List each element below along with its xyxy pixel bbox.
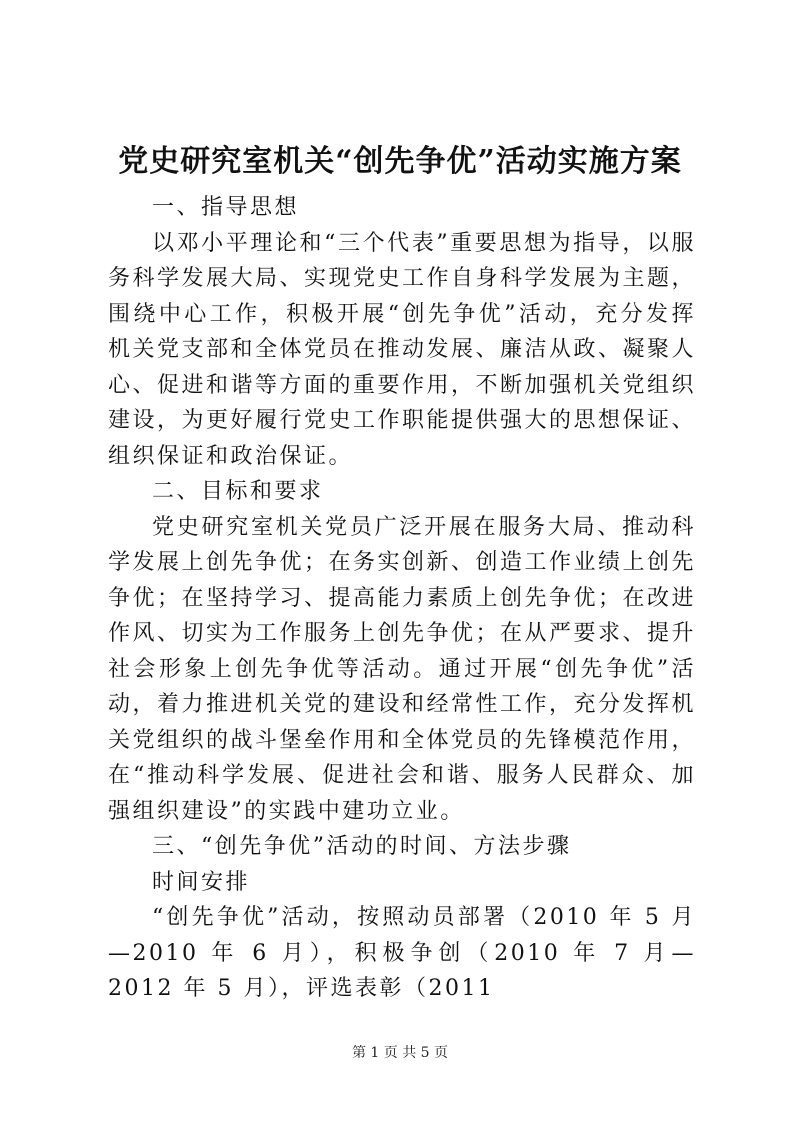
document-title: 党史研究室机关“创先争优”活动实施方案 (118, 144, 682, 179)
section-heading-time-method: 三、“创先争优”活动的时间、方法步骤 (152, 834, 572, 859)
page-number-footer: 第 1 页 共 5 页 (351, 1045, 449, 1061)
section-heading-goals: 二、目标和要求 (152, 479, 324, 504)
section-heading-guiding-thought: 一、指导思想 (152, 195, 300, 220)
paragraph-goals: 党史研究室机关党员广泛开展在服务大局、推动科学发展上创先争优；在务实创新、创造工作业绩上创先争优；在坚持学习、提高能力素质上创先争优；在改进作风、切实为工作服务上创先争优；在从严要求、提升社会形象上创先争优等活动。通过开展“创先争优”活动，着力推进机关党的建设和经常性工作，充分发挥机关党组织的战斗堡垒作用和全体党员的先锋模范作用，在“推动科学发展、促进社会和谐、服务人民群众、加强组织建设”的实践中建功立业。 (108, 514, 697, 824)
document-body (108, 190, 696, 1007)
paragraph-guiding-thought: 以邓小平理论和“三个代表”重要思想为指导，以服务科学发展大局、实现党史工作自身科学发展为主题，围绕中心工作，积极开展“创先争优”活动，充分发挥机关党支部和全体党员在推动发展、廉洁从政、凝聚人心、促进和谐等方面的重要作用，不断加强机关党组织建设，为更好履行党史工作职能提供强大的思想保证、组织保证和政治保证。 (108, 230, 697, 469)
subheading-time-schedule: 时间安排 (152, 869, 251, 895)
paragraph-time-schedule: “创先争优”活动，按照动员部署（2010 年 5 月—2010 年 6 月），积极争创（2010 年 7 月—2012 年 5 月），评选表彰（2011 (108, 905, 696, 1001)
